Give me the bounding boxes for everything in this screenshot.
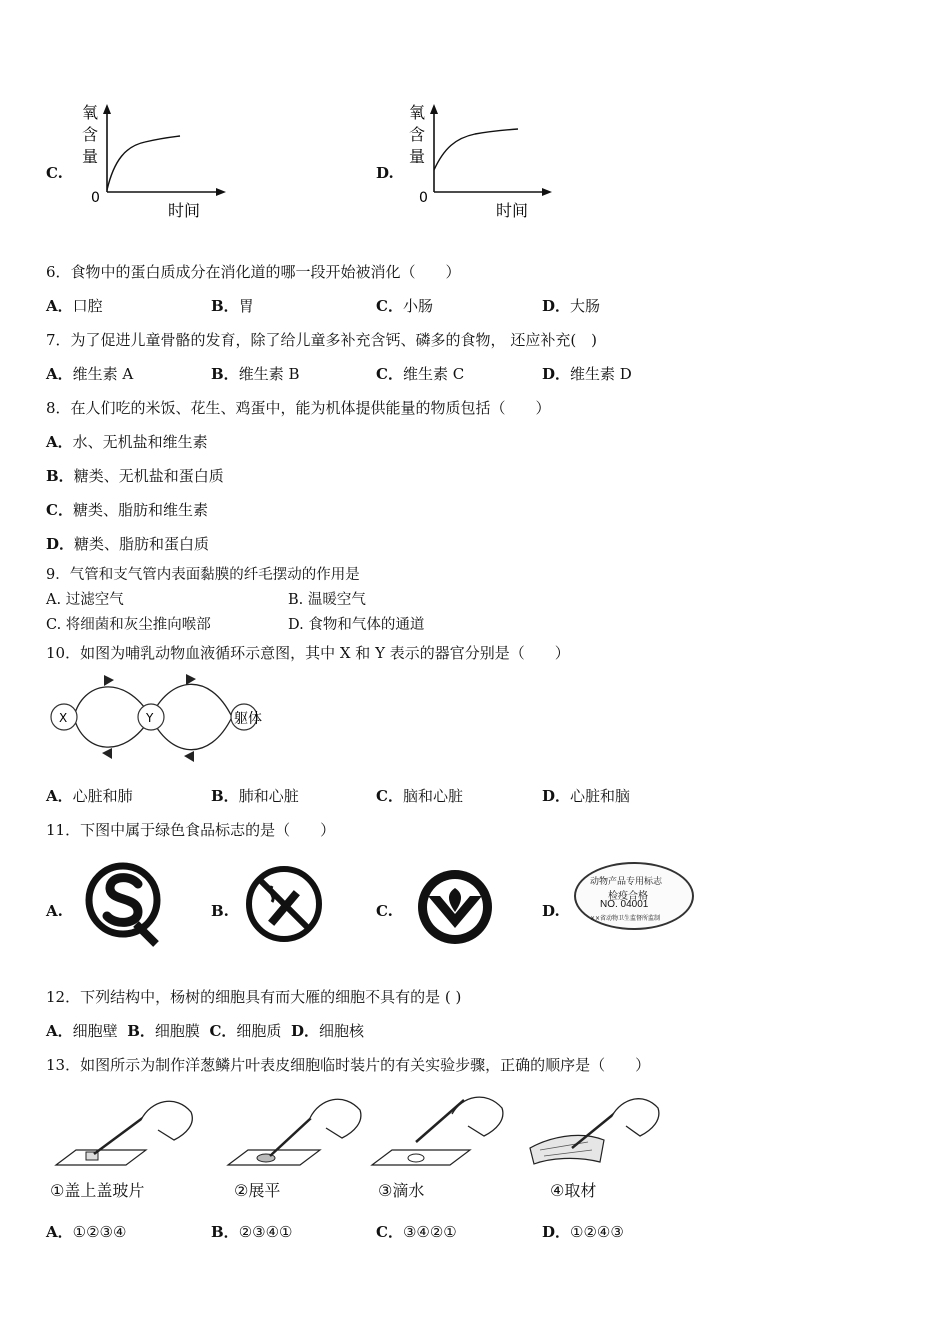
q8-option-a: A．水、无机盐和维生素: [46, 433, 208, 451]
q7-option-a: A．维生素 A: [46, 365, 134, 383]
q6-option-d: D．大肠: [542, 297, 601, 315]
q6-option-b: B．胃: [211, 297, 254, 315]
qs-logo-icon: [80, 862, 170, 948]
q7-option-b: B．维生素 B: [211, 365, 300, 383]
ylabel-char: 含: [82, 125, 99, 144]
ylabel-char: 含: [409, 125, 426, 144]
organ-y-label: Y: [146, 711, 154, 725]
question-10-stem: 10．如图为哺乳动物血液循环示意图，其中 X 和 Y 表示的器官分别是（ ）: [46, 644, 570, 662]
green-food-logo-icon: [412, 866, 498, 948]
ylabel-char: 氧: [82, 103, 99, 122]
q9-option-d: D. 食物和气体的通道: [288, 617, 425, 633]
q10-option-a: A．心脏和肺: [46, 787, 133, 805]
q10-option-c: C．脑和心脏: [376, 787, 463, 805]
step-3-label: ③滴水: [378, 1181, 425, 1200]
option-d-letter: D.: [376, 164, 394, 182]
q11-letter-b: B.: [211, 902, 229, 920]
xlabel: 时间: [168, 201, 201, 220]
q6-option-a: A．口腔: [46, 297, 103, 315]
question-6-stem: 6．食物中的蛋白质成分在消化道的哪一段开始被消化（ ）: [46, 263, 461, 281]
q8-option-c: C．糖类、脂肪和维生素: [46, 501, 208, 519]
oxygen-curve: [434, 129, 518, 170]
q6-option-c: C．小肠: [376, 297, 433, 315]
stamp-bottom-text: ××省动物卫生监督所监制: [590, 915, 661, 922]
ylabel-char: 量: [409, 147, 426, 166]
step-take-material-figure: [528, 1090, 668, 1172]
question-9-stem: 9．气管和支气管内表面黏膜的纤毛摆动的作用是: [46, 567, 360, 583]
q13-option-a: A．①②③④: [46, 1223, 127, 1241]
arrow-icon: [186, 674, 196, 685]
q10-option-d: D．心脏和脑: [542, 787, 631, 805]
oxygen-graph-c: [70, 98, 240, 223]
q9-option-b: B. 温暖空气: [288, 592, 366, 608]
q11-letter-d: D.: [542, 902, 560, 920]
q11-letter-c: C.: [376, 902, 393, 920]
q11-letter-a: A.: [46, 902, 63, 920]
organ-x-label: X: [59, 711, 68, 725]
arrow-icon: [102, 748, 112, 759]
origin-label: 0: [419, 190, 428, 206]
step-1-label: ①盖上盖玻片: [50, 1181, 145, 1200]
xlabel: 时间: [496, 201, 529, 220]
option-c-letter: C.: [46, 164, 63, 182]
q8-option-d: D．糖类、脂肪和蛋白质: [46, 535, 210, 553]
stamp-number: NO. 04001: [600, 899, 649, 910]
question-8-stem: 8．在人们吃的米饭、花生、鸡蛋中，能为机体提供能量的物质包括（ ）: [46, 399, 551, 417]
circulation-diagram: [44, 672, 284, 764]
step-cover-slip-figure: [46, 1090, 196, 1172]
oxygen-curve: [107, 136, 180, 190]
question-13-stem: 13．如图所示为制作洋葱鳞片叶表皮细胞临时装片的有关实验步骤，正确的顺序是（ ）: [46, 1056, 651, 1074]
no-smoking-icon: [242, 864, 328, 946]
origin-label: 0: [91, 190, 100, 206]
oxygen-graph-d: [400, 98, 570, 223]
ylabel-char: 氧: [409, 103, 426, 122]
question-11-stem: 11．下图中属于绿色食品标志的是（ ）: [46, 821, 336, 839]
q13-option-d: D．①②④③: [542, 1223, 624, 1241]
stamp-top-text: 动物产品专用标志: [590, 877, 663, 887]
q13-option-c: C．③④②①: [376, 1223, 457, 1241]
question-12-stem: 12．下列结构中，杨树的细胞具有而大雁的细胞不具有的是 ( ): [46, 988, 462, 1006]
q13-option-b: B．②③④①: [211, 1223, 293, 1241]
quarantine-stamp: [574, 862, 694, 930]
q10-option-b: B．肺和心脏: [211, 787, 299, 805]
q9-option-c: C. 将细菌和灰尘推向喉部: [46, 617, 211, 633]
q7-option-c: C．维生素 C: [376, 365, 465, 383]
body-label: 躯体: [234, 711, 262, 727]
step-flatten-figure: [224, 1090, 374, 1172]
arrow-icon: [104, 675, 114, 686]
q7-option-d: D．维生素 D: [542, 365, 632, 383]
ylabel-char: 量: [82, 147, 99, 166]
stamp-mid-text: 检疫合格: [608, 891, 648, 902]
step-2-label: ②展平: [234, 1181, 281, 1200]
step-4-label: ④取材: [550, 1181, 597, 1200]
step-drip-water-figure: [368, 1090, 518, 1172]
q12-options: A．细胞壁 B．细胞膜 C．细胞质 D．细胞核: [46, 1022, 364, 1040]
q9-option-a: A. 过滤空气: [46, 592, 124, 608]
arrow-icon: [184, 751, 194, 762]
question-7-stem: 7．为了促进儿童骨骼的发育，除了给儿童多补充含钙、磷多的食物， 还应补充( ): [46, 331, 598, 349]
q8-option-b: B．糖类、无机盐和蛋白质: [46, 467, 224, 485]
